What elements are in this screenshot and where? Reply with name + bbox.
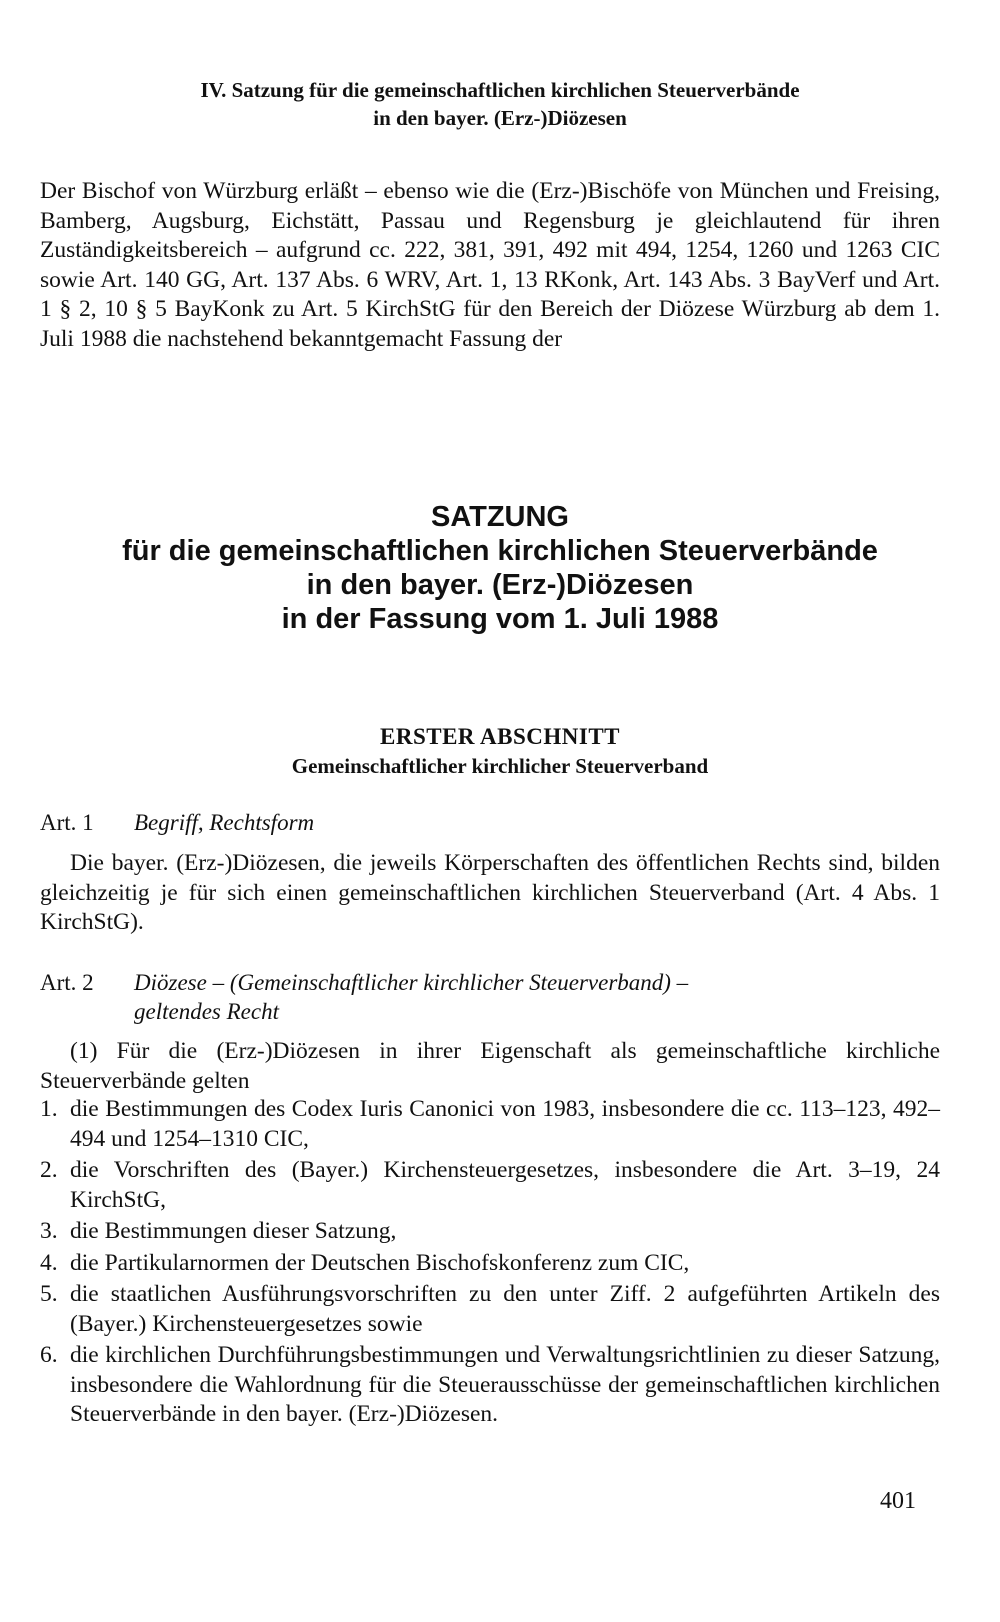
title-line4: in der Fassung vom 1. Juli 1988 (281, 603, 719, 635)
list-item: 3. die Bestimmungen dieser Satzung, (40, 1218, 397, 1244)
article-1-heading (40, 808, 854, 837)
document-title (60, 500, 940, 636)
article-1-text: Die bayer. (Erz-)Diözesen, die jeweils Körperschaften des öffentlichen Rechts sind, bilden gleichzeitig je für sich einen gemeinschaftlichen kirchlichen Steuerverband (Art. 4 Abs. 1 KirchStG). (40, 850, 940, 935)
list-item: 1. die Bestimmungen des Codex Iuris Canonici von 1983, insbesondere die cc. 113–123, 492–494 und 1254–1310 CIC, (40, 1096, 940, 1152)
list-item: 6. die kirchlichen Durchführungsbestimmungen und Verwaltungsrichtlinien zu dieser Satzung, insbesondere die Wahlordnung für die Steuerausschüsse der gemeinschaftlichen kirchlichen Steuerverbände in den bayer. (Erz-)Diözesen. (40, 1342, 940, 1427)
section-heading (60, 722, 940, 780)
article-2-number: Art. 2 (40, 970, 94, 995)
article-1-title: Begriff, Rechtsform (134, 810, 315, 835)
article-2-list (40, 1095, 940, 1432)
article-2-title-line1: Diözese – (Gemeinschaftlicher kirchlicher Steuerverband) – (134, 970, 689, 995)
title-line2: für die gemeinschaftlichen kirchlichen Steuerverbände (122, 535, 878, 567)
list-item: 5. die staatlichen Ausführungsvorschriften zu den unter Ziff. 2 aufgeführten Artikeln des (Bayer.) Kirchensteuergesetzes sowie (40, 1281, 940, 1337)
page-number: 401 (880, 1488, 916, 1514)
section-heading-subtitle: Gemeinschaftlicher kirchlicher Steuerverband (291, 754, 709, 778)
article-2-heading (40, 968, 854, 1026)
title-line3: in den bayer. (Erz-)Diözesen (306, 569, 694, 601)
article-2-title-line2: geltendes Recht (134, 999, 279, 1024)
section-header (60, 76, 940, 132)
article-2-title (134, 968, 854, 1026)
article-1-number: Art. 1 (40, 810, 94, 835)
title-line1: SATZUNG (430, 501, 569, 533)
section-header-line1: IV. Satzung für die gemeinschaftlichen kirchlichen Steuerverbände (200, 78, 800, 102)
section-heading-title: ERSTER ABSCHNITT (380, 724, 620, 749)
article-2-intro: (1) Für die (Erz-)Diözesen in ihrer Eigenschaft als gemeinschaftliche kirchliche Steuerverbände gelten (40, 1038, 940, 1094)
list-item: 2. die Vorschriften des (Bayer.) Kirchensteuergesetzes, insbesondere die Art. 3–19, 24 KirchStG, (40, 1157, 940, 1213)
list-item: 4. die Partikularnormen der Deutschen Bischofskonferenz zum CIC, (40, 1249, 690, 1276)
intro-paragraph: Der Bischof von Würzburg erläßt – ebenso wie die (Erz-)Bischöfe von München und Freising, Bamberg, Augsburg, Eichstätt, Passau und Regensburg je gleichlautend für ihren Zuständigkeitsbereich – aufgrund cc. 222, 381, 391, 492 mit 494, 1254, 1260 und 1263 CIC sowie Art. 140 GG, Art. 137 Abs. 6 WRV, Art. 1, 13 RKonk, Art. 143 Abs. 3 BayVerf und Art. 1 § 2, 10 § 5 BayKonk zu Art. 5 KirchStG für den Bereich der Diözese Würzburg ab dem 1. Juli 1988 die nachstehend bekanntgemacht Fassung der (40, 178, 940, 352)
section-header-line2: in den bayer. (Erz-)Diözesen (373, 106, 627, 130)
